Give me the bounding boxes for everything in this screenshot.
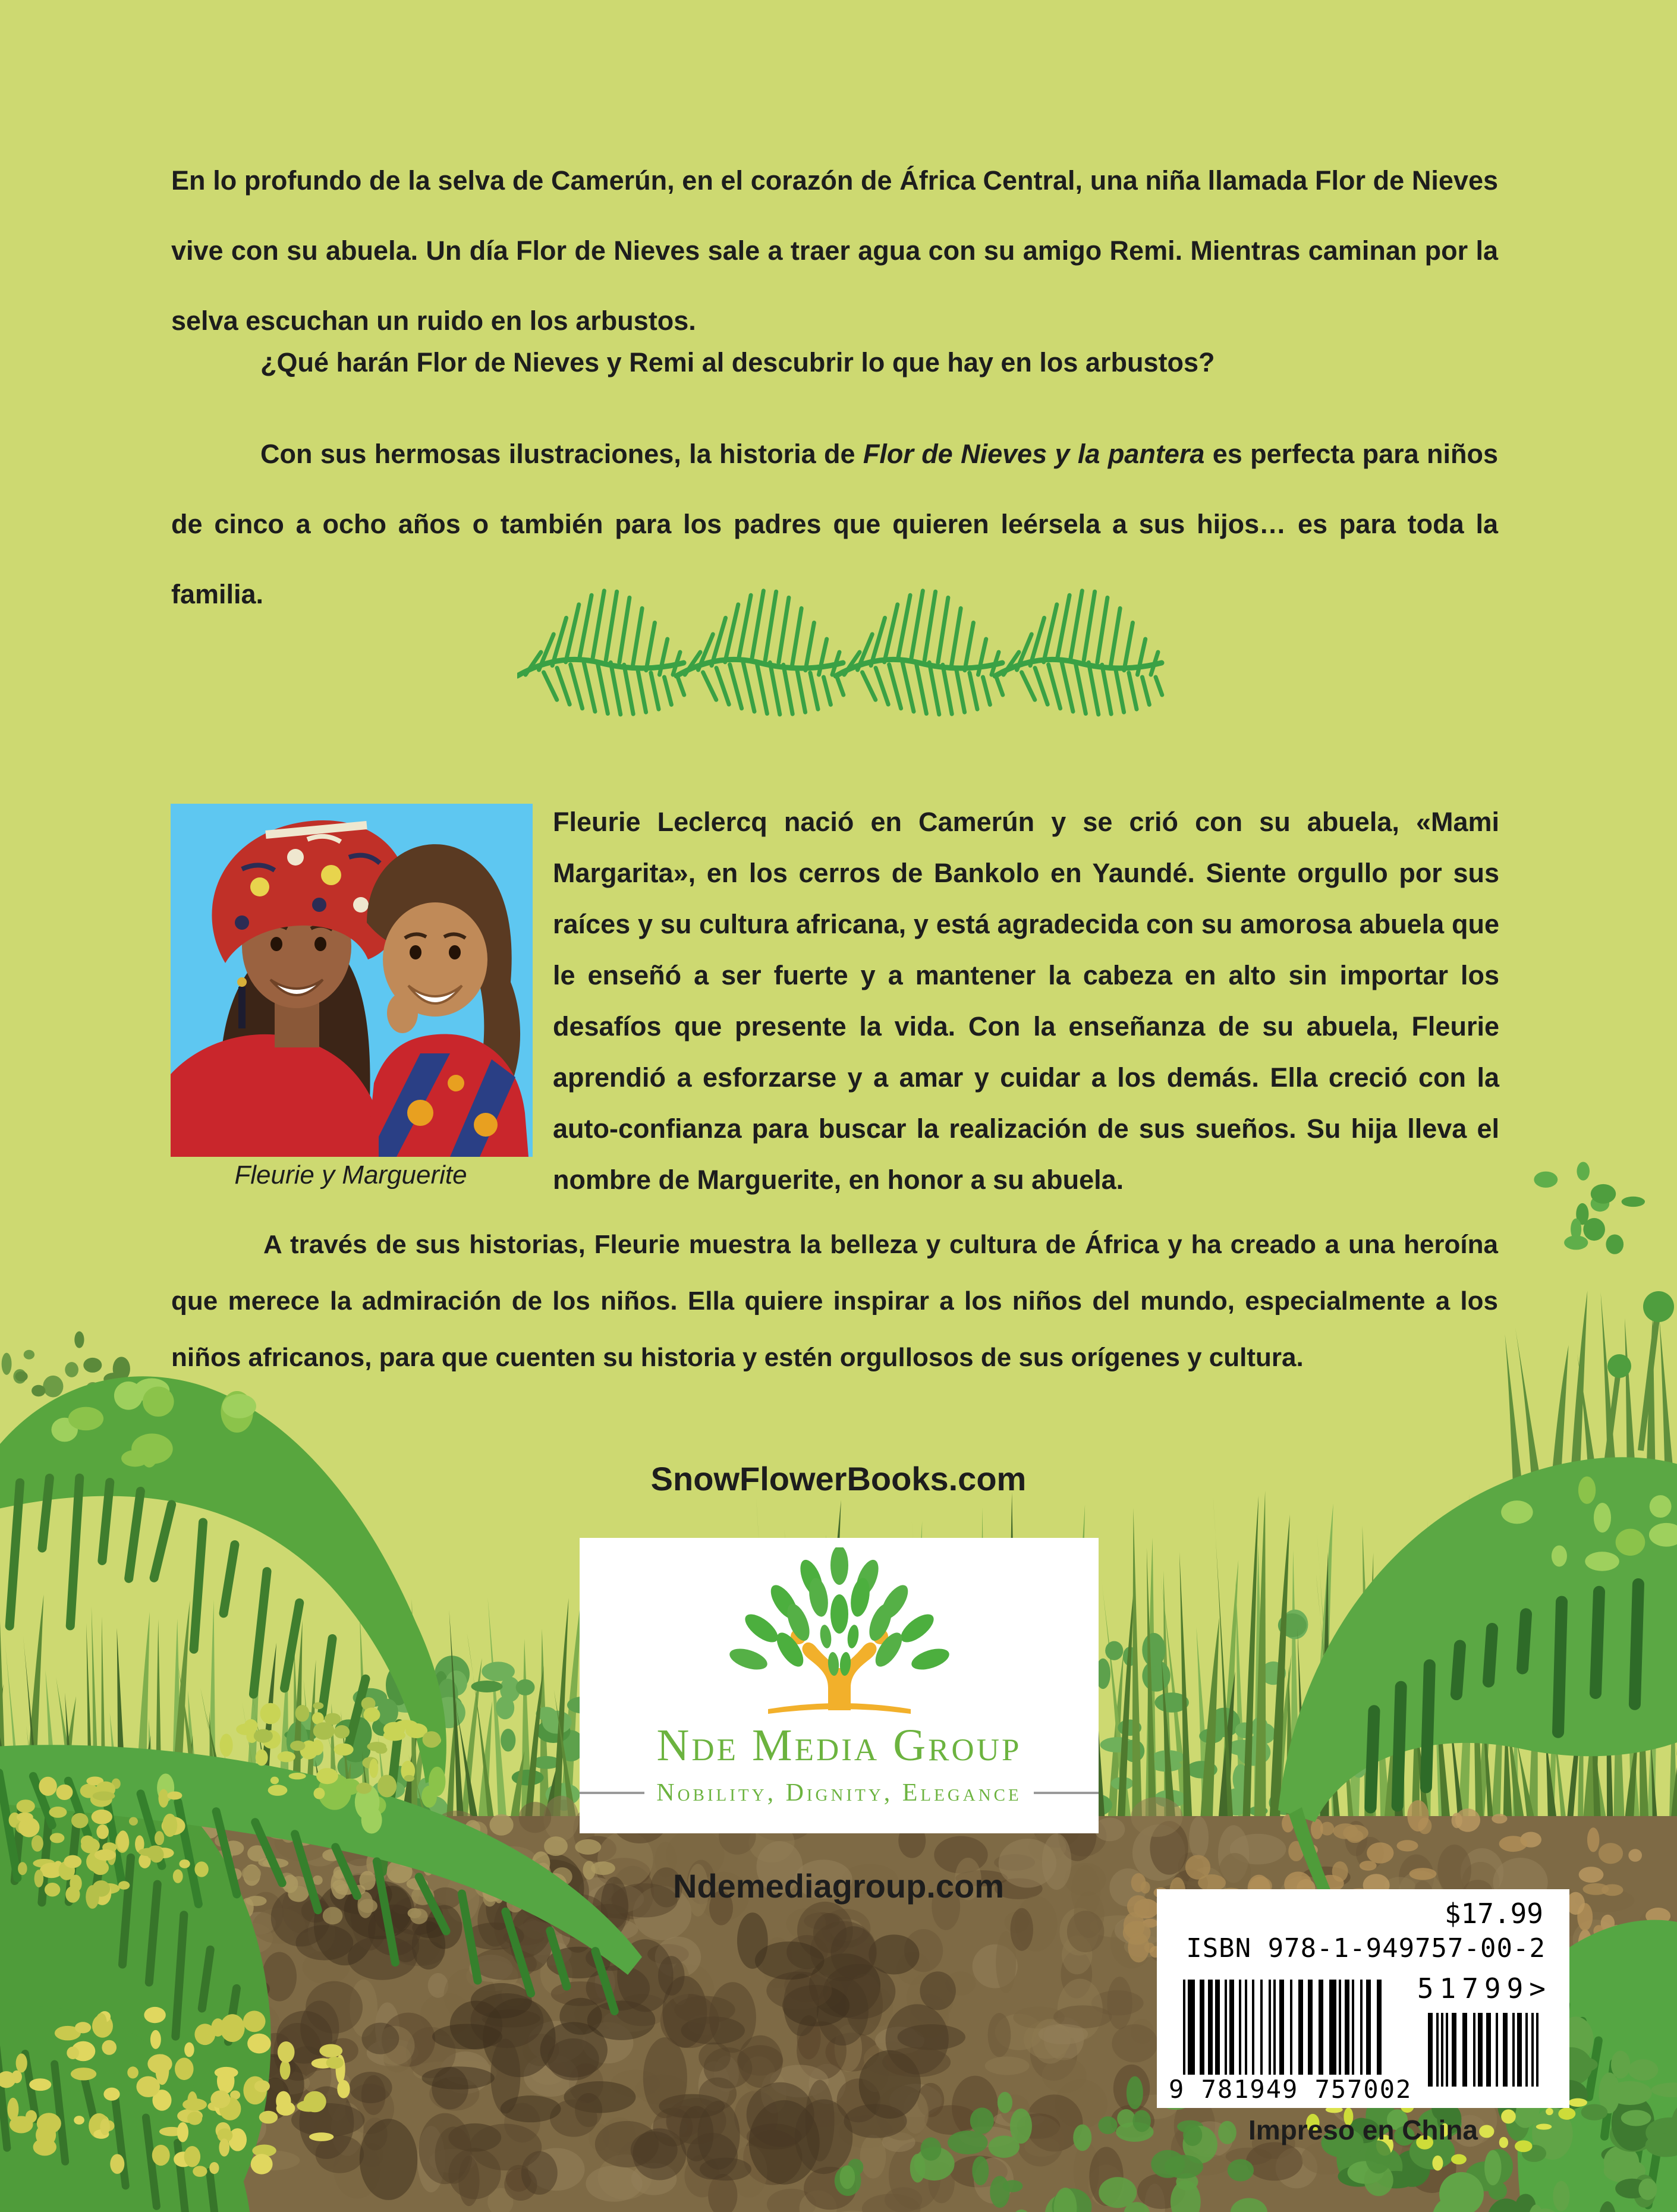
isbn-label: ISBN 978-1-949757-00-2 [1186,1933,1546,1964]
author-closing: A través de sus historias, Fleurie muestra la belleza y cultura de África y ha creado a una heroína que merece la admiración de los niños. Ella quiere inspirar a los niños del mundo, especialmente a los niños africanos, para que cuenten su historia y estén orgullosos de sus orígenes y cultura. [171,1230,1498,1372]
ean-addon-label: 51799> [1417,1972,1552,2005]
snowflower-url: SnowFlowerBooks.com [650,1460,1027,1497]
barcode-digits: 9 781949 757002 [1169,2075,1412,2104]
author-photo-illustration [171,804,533,1157]
tagline-dash-right [1034,1792,1099,1794]
publisher-name: Nde Media Group [656,1720,1022,1770]
photo-caption: Fleurie y Marguerite [234,1160,467,1190]
publisher-logo-box [580,1538,1099,1833]
intro-paragraph-3-post: es perfecta para niños de cinco a ocho años o también para los padres que quieren leérsela a sus hijos… es para toda la familia. [171,439,1498,609]
fern-divider-illustration [517,586,1165,737]
author-photo [171,804,533,1157]
tree-logo-icon [712,1547,967,1720]
barcode-main-icon [1183,1980,1385,2075]
book-title-italic: Flor de Nieves y la pantera [863,439,1205,469]
ndemedia-url: Ndemediagroup.com [673,1867,1004,1905]
tagline-dash-left [580,1792,644,1794]
price-label: $17.99 [1444,1898,1543,1930]
intro-paragraph-1: En lo profundo de la selva de Camerún, en el corazón de África Central, una niña llamada Flor de Nieves vive con su abuela. Un día Flor de Nieves sale a traer agua con su amigo Remi. Mientras caminan por la selva escuchan un ruido en los arbustos. [171,165,1498,336]
barcode-addon-icon [1428,2013,1541,2087]
author-bio: Fleurie Leclercq nació en Camerún y se crió con su abuela, «Mami Margarita», en los cerros de Bankolo en Yaundé. Siente orgullo por sus raíces y su cultura africana, y está agradecida con su amorosa abuela que le enseñó a ser fuerte y a mantener la cabeza en alto sin importar los desafíos que presente la vida. Con la enseñanza de su abuela, Fleurie aprendió a esforzarse y a amar y cuidar a los demás. Ella creció con la auto-confianza para buscar la realización de sus sueños. Su hija lleva el nombre de Marguerite, en honor a su abuela. [553,807,1499,1195]
barcode-box [1157,1889,1569,2108]
publisher-tagline: Nobility, Dignity, Elegance [656,1779,1022,1807]
printed-in-label: Impreso en China [1248,2115,1478,2145]
intro-question: ¿Qué harán Flor de Nieves y Remi al descubrir lo que hay en los arbustos? [260,347,1215,377]
intro-paragraph-3-pre: Con sus hermosas ilustraciones, la historia de [260,439,863,469]
